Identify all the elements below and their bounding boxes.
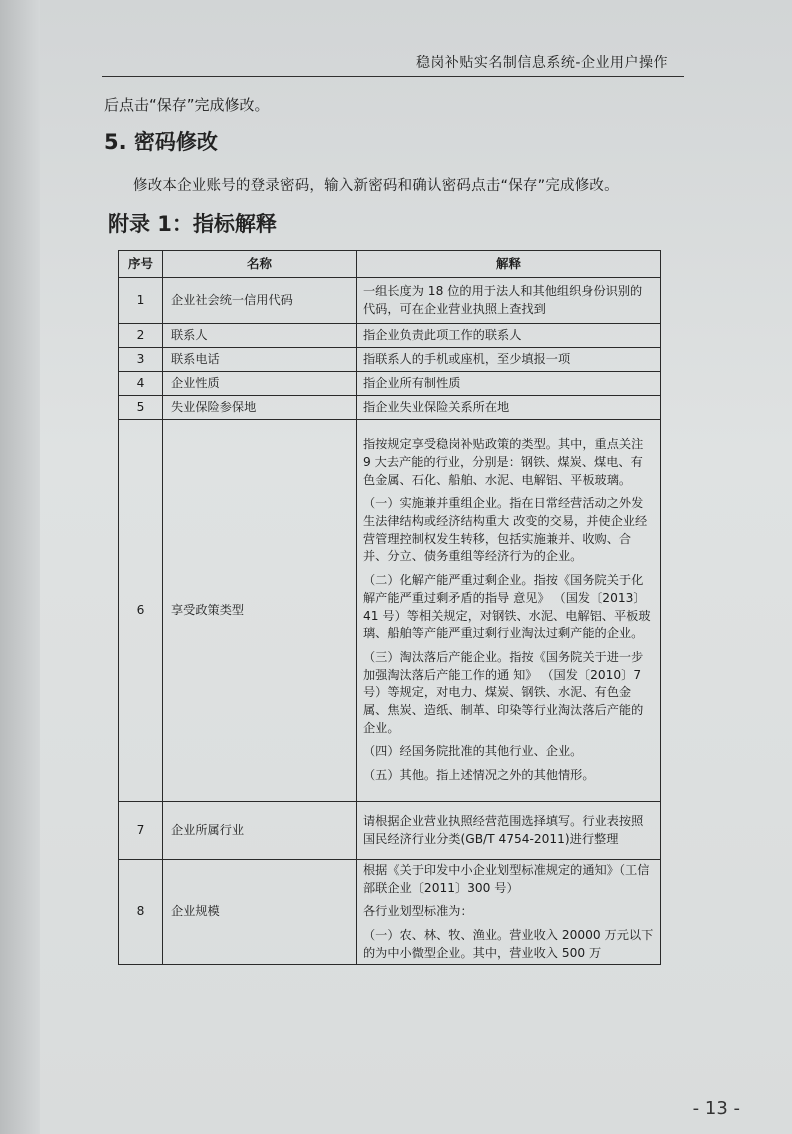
explanation-paragraph: 指企业负责此项工作的联系人 xyxy=(363,327,522,342)
indicator-name: 企业性质 xyxy=(163,372,357,396)
indicator-explanation xyxy=(357,420,661,802)
table-row xyxy=(119,372,661,396)
table-header-row xyxy=(119,251,661,278)
table-row xyxy=(119,860,661,965)
explanation-paragraph: 请根据企业营业执照经营范围选择填写。行业表按照国民经济行业分类(GB/T 4754-2011)进行整理 xyxy=(363,813,644,846)
row-number: 3 xyxy=(119,348,163,372)
row-number: 6 xyxy=(119,420,163,802)
indicator-name: 失业保险参保地 xyxy=(163,396,357,420)
explanation-paragraph: （二）化解产能严重过剩企业。指按《国务院关于化解产能严重过剩矛盾的指导 意见》 （国发〔2013〕41 号）等相关规定，对钢铁、水泥、电解铝、平板玻璃、船舶等产能严重过剩行业淘汰过剩产能的企业。 xyxy=(363,573,651,641)
col-header-no: 序号 xyxy=(119,251,163,278)
row-number: 7 xyxy=(119,802,163,860)
col-header-name: 名称 xyxy=(163,251,357,278)
indicator-explanation xyxy=(357,802,661,860)
explanation-paragraph: （五）其他。指上述情况之外的其他情形。 xyxy=(363,768,595,782)
appendix-heading: 附录 1：指标解释 xyxy=(108,212,277,236)
indicator-explanation xyxy=(357,860,661,965)
explanation-paragraph: 各行业划型标准为： xyxy=(363,904,473,919)
indicator-explanation xyxy=(357,348,661,372)
table-row xyxy=(119,396,661,420)
indicator-explanation xyxy=(357,278,661,324)
indicator-name: 享受政策类型 xyxy=(163,420,357,802)
indicator-name: 联系人 xyxy=(163,324,357,348)
table-row xyxy=(119,420,661,802)
explanation-paragraph: 指企业失业保险关系所在地 xyxy=(363,399,510,414)
explanation-paragraph: 指按规定享受稳岗补贴政策的类型。其中，重点关注 9 大去产能的行业，分别是：钢铁、煤炭、煤电、有色金属、石化、船舶、水泥、电解铝、平板玻璃。 xyxy=(363,437,644,487)
password-paragraph: 修改本企业账号的登录密码，输入新密码和确认密码点击“保存”完成修改。 xyxy=(133,178,619,194)
indicator-name: 企业规模 xyxy=(163,860,357,965)
explanation-paragraph: （一）实施兼并重组企业。指在日常经营活动之外发生法律结构或经济结构重大 改变的交易，并使企业经营管理控制权发生转移，包括实施兼并、收购、合并、分立、债务重组等经济行为的企业。 xyxy=(363,496,648,564)
explanation-paragraph: （一）农、林、牧、渔业。营业收入 20000 万元以下的为中小微型企业。其中，营业收入 500 万 xyxy=(363,928,654,960)
explanation-paragraph: 一组长度为 18 位的用于法人和其他组织身份识别的代码，可在企业营业执照上查找到 xyxy=(363,283,643,316)
table-row xyxy=(119,324,661,348)
col-header-explanation: 解释 xyxy=(357,251,661,278)
explanation-paragraph: （三）淘汰落后产能企业。指按《国务院关于进一步加强淘汰落后产能工作的通 知》 （国发〔2010〕7 号）等规定，对电力、煤炭、钢铁、水泥、有色金属、焦炭、造纸、制革、印染等行业淘汰落后产能的企业。 xyxy=(363,649,644,735)
indicator-explanation xyxy=(357,396,661,420)
table-body xyxy=(119,278,661,965)
row-number: 5 xyxy=(119,396,163,420)
indicator-name: 联系电话 xyxy=(163,348,357,372)
explanation-paragraph: （四）经国务院批准的其他行业、企业。 xyxy=(363,744,583,759)
section-heading-password: 5. 密码修改 xyxy=(104,130,218,154)
explanation-paragraph: 指企业所有制性质 xyxy=(363,375,461,390)
explanation-paragraph: 根据《关于印发中小企业划型标准规定的通知》（工信部联企业〔2011〕300 号） xyxy=(363,863,650,895)
indicator-explanation xyxy=(357,372,661,396)
intro-paragraph: 后点击“保存”完成修改。 xyxy=(104,96,270,114)
header-rule xyxy=(102,76,684,77)
running-header: 稳岗补贴实名制信息系统-企业用户操作 xyxy=(415,55,668,71)
page-number: - 13 - xyxy=(692,1098,740,1119)
indicator-name: 企业社会统一信用代码 xyxy=(163,278,357,324)
row-number: 1 xyxy=(119,278,163,324)
table-row xyxy=(119,802,661,860)
row-number: 8 xyxy=(119,860,163,965)
page-shadow xyxy=(0,0,40,1134)
row-number: 4 xyxy=(119,372,163,396)
table-row xyxy=(119,278,661,324)
indicator-explanation xyxy=(357,324,661,348)
explanation-paragraph: 指联系人的手机或座机，至少填报一项 xyxy=(363,351,571,366)
row-number: 2 xyxy=(119,324,163,348)
table-row xyxy=(119,348,661,372)
indicator-table xyxy=(118,250,661,965)
indicator-name: 企业所属行业 xyxy=(163,802,357,860)
